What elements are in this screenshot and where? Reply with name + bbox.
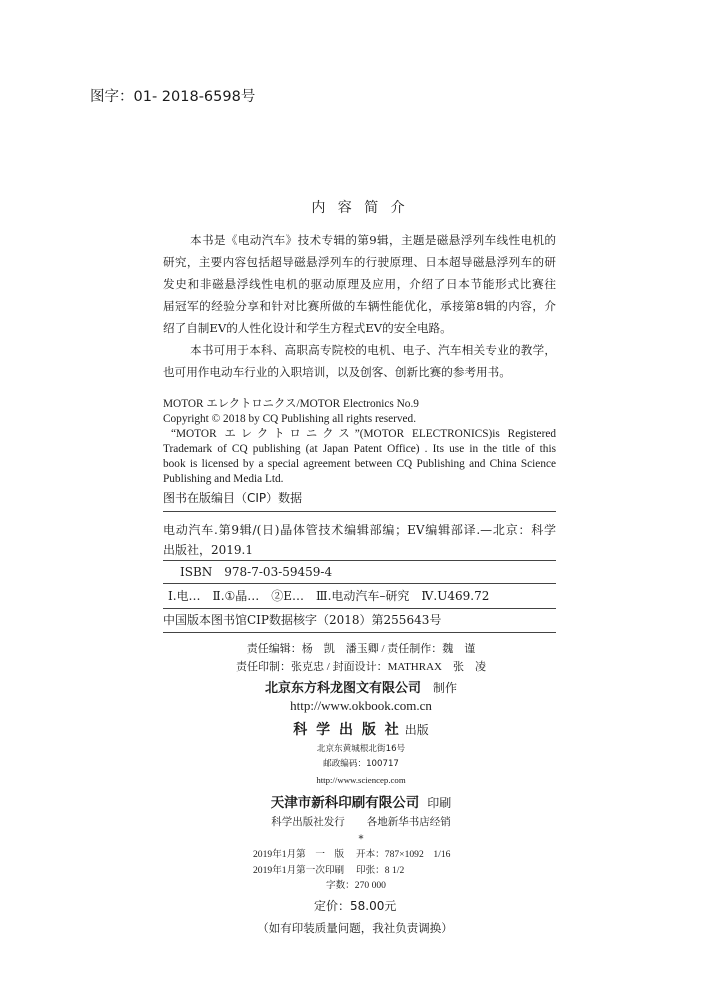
copyright-line: “MOTOR エレクトロニクス”(MOTOR ELECTRONICS)is Registered bbox=[171, 428, 556, 440]
registration-number: 图字：01- 2018-6598号 bbox=[90, 89, 256, 105]
cip-divider bbox=[163, 632, 556, 633]
publisher-postcode: 邮政编码：100717 bbox=[323, 759, 399, 769]
word-count: 字数：270 000 bbox=[326, 880, 386, 891]
summary-body bbox=[163, 229, 556, 383]
cip-classification: Ⅰ.电… Ⅱ.①晶… ②E… Ⅲ.电动汽车–研究 Ⅳ.U469.72 bbox=[168, 589, 490, 603]
publisher-address: 北京东黄城根北街16号 bbox=[316, 744, 406, 754]
quality-notice: （如有印装质量问题，我社负责调换） bbox=[257, 921, 453, 935]
printer-line bbox=[161, 794, 561, 811]
separator-asterisk: * bbox=[358, 834, 364, 845]
summary-line: 发史和非磁悬浮线性电机的驱动原理及应用，介绍了日本节能形式比赛往 bbox=[163, 277, 556, 291]
cip-divider bbox=[163, 583, 556, 584]
printer-name: 天津市新科印刷有限公司 bbox=[270, 795, 420, 811]
summary-line: 也可用作电动车行业的入职培训，以及创客、创新比赛的参考用书。 bbox=[163, 365, 511, 379]
printing-date: 2019年1月第一次印刷 bbox=[253, 865, 345, 876]
cip-divider bbox=[163, 511, 556, 512]
cip-entry-line: 电动汽车.第9辑/(日)晶体管技术编辑部编；EV编辑部译.—北京：科学 bbox=[163, 523, 556, 537]
producer-name: 北京东方科龙图文有限公司 bbox=[264, 681, 421, 696]
summary-line: 届冠军的经验分享和针对比赛所做的车辆性能优化，承接第8辑的内容，介 bbox=[163, 299, 556, 313]
cip-entry-line: 出版社，2019.1 bbox=[163, 543, 253, 557]
producer-line bbox=[161, 679, 561, 697]
print-design-line: 责任印制：张克忠 / 封面设计：MATHRAX 张 凌 bbox=[236, 661, 486, 673]
copyright-line: Copyright © 2018 by CQ Publishing all rights reserved. bbox=[163, 413, 417, 425]
publisher-line bbox=[161, 720, 561, 739]
distribution-seller: 各地新华书店经销 bbox=[366, 816, 451, 828]
producer-role: 制作 bbox=[433, 681, 458, 695]
summary-title: 内 容 简 介 bbox=[311, 200, 409, 216]
summary-line: 本书可用于本科、高职高专院校的电机、电子、汽车相关专业的教学， bbox=[190, 343, 556, 357]
cip-entry bbox=[163, 520, 556, 560]
copyright-line: MOTOR エレクトロニクス/MOTOR Electronics No.9 bbox=[163, 398, 419, 410]
distribution-issuer: 科学出版社发行 bbox=[271, 816, 345, 828]
cip-record-number: 中国版本图书馆CIP数据核字（2018）第255643号 bbox=[163, 613, 442, 627]
copyright-line: Trademark of CQ publishing (at Japan Patent Office) . Its use in the title of this bbox=[163, 443, 556, 455]
summary-line: 绍了自制EV的人性化设计和学生方程式EV的安全电路。 bbox=[163, 321, 452, 335]
copyright-line: book is licensed by a special agreement between CQ Publishing and China Science bbox=[163, 458, 556, 470]
producer-url: http://www.okbook.com.cn bbox=[290, 698, 432, 713]
summary-line: 研究，主要内容包括超导磁悬浮列车的行驶原理、日本超导磁悬浮列车的研 bbox=[163, 255, 556, 269]
printer-role: 印刷 bbox=[427, 796, 452, 810]
publisher-name: 科 学 出 版 社 bbox=[293, 722, 401, 738]
printed-sheets: 印张：8 1/2 bbox=[356, 865, 405, 876]
cip-divider bbox=[163, 608, 556, 609]
publisher-role: 出版 bbox=[404, 723, 429, 737]
copyright-line: Publishing and Media Ltd. bbox=[163, 473, 284, 485]
copyright-notice bbox=[163, 397, 556, 487]
cip-divider bbox=[163, 560, 556, 561]
publisher-url: http://www.sciencep.com bbox=[316, 775, 406, 785]
book-format: 开本：787×1092 1/16 bbox=[356, 849, 451, 860]
cip-heading: 图书在版编目（CIP）数据 bbox=[163, 491, 303, 505]
editors-line: 责任编辑：杨 凯 潘玉卿 / 责任制作：魏 谨 bbox=[246, 643, 476, 655]
isbn: ISBN 978-7-03-59459-4 bbox=[180, 565, 333, 579]
edition-date: 2019年1月第 一 版 bbox=[253, 849, 345, 860]
summary-line: 本书是《电动汽车》技术专辑的第9辑，主题是磁悬浮列车线性电机的 bbox=[190, 233, 556, 247]
price: 定价：58.00元 bbox=[314, 899, 397, 913]
distribution-line bbox=[161, 814, 561, 830]
